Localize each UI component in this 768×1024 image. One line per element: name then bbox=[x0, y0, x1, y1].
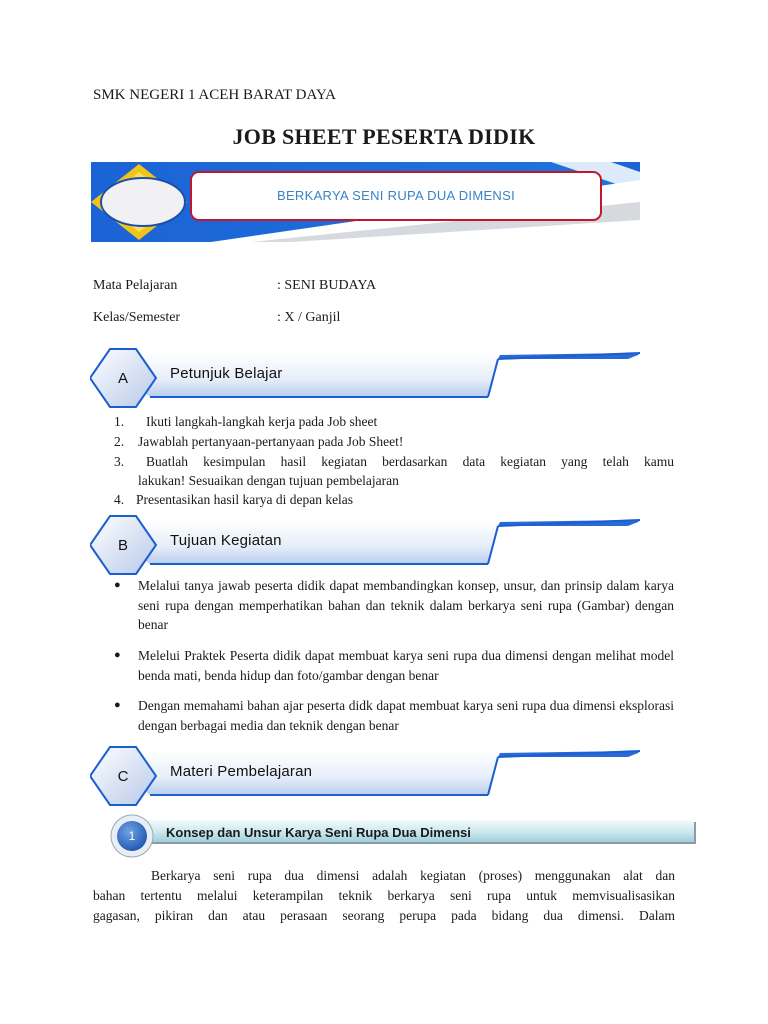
section-letter: B bbox=[117, 536, 128, 554]
info-value-kelas: : X / Ganjil bbox=[277, 310, 341, 325]
list-text: lakukan! Sesuaikan dengan tujuan pembelajaran bbox=[138, 473, 399, 488]
section-letter: A bbox=[117, 369, 128, 387]
bullet-icon: ● bbox=[114, 579, 121, 591]
list-text: Jawablah pertanyaan-pertanyaan pada Job Sheet! bbox=[138, 434, 404, 449]
list-number: 1. bbox=[114, 414, 125, 429]
info-label-kelas: Kelas/Semester bbox=[93, 310, 181, 325]
subsection-number: 1 bbox=[128, 829, 136, 843]
bullet-icon: ● bbox=[114, 699, 121, 711]
list-text: Ikuti langkah-langkah kerja pada Job sheet bbox=[146, 414, 378, 429]
list-number: 3. bbox=[114, 454, 125, 469]
paragraph-line: bahan tertentu melalui keterampilan teknik berkarya seni rupa untuk memvisualisasikan bbox=[93, 888, 675, 903]
materi-paragraph bbox=[93, 866, 675, 926]
banner-title: BERKARYA SENI RUPA DUA DIMENSI bbox=[276, 187, 515, 203]
list-text: Presentasikan hasil karya di depan kelas bbox=[136, 492, 354, 507]
bullet-text: Dengan memahami bahan ajar peserta didk dapat membuat karya seni rupa dua dimensi eksplorasi dengan berbagai media dan teknik dengan benar bbox=[138, 698, 674, 733]
subsection-header bbox=[110, 814, 700, 858]
section-title: Materi Pembelajaran bbox=[170, 762, 313, 780]
section-letter: C bbox=[117, 767, 129, 785]
list-number: 4. bbox=[114, 492, 125, 507]
section-title: Tujuan Kegiatan bbox=[170, 531, 282, 549]
subsection-title: Konsep dan Unsur Karya Seni Rupa Dua Dimensi bbox=[166, 824, 471, 840]
list-text: Buatlah kesimpulan hasil kegiatan berdasarkan data kegiatan yang telah kamu bbox=[146, 454, 674, 469]
paragraph-line-text: Berkarya seni rupa dua dimensi adalah kegiatan (proses) menggunakan alat dan bbox=[151, 868, 675, 883]
section-header-a bbox=[90, 345, 650, 411]
bullet-text: Melelui Praktek Peserta didik dapat membuat karya seni rupa dua dimensi dengan melihat model benda mati, benda hidup dan foto/gambar dengan benar bbox=[138, 648, 674, 683]
info-value-mapel: : SENI BUDAYA bbox=[277, 278, 377, 293]
school-name: SMK NEGERI 1 ACEH BARAT DAYA bbox=[93, 87, 336, 103]
bullet-text: Melalui tanya jawab peserta didik dapat membandingkan konsep, unsur, dan prinsip dalam karya seni rupa dengan memperhatikan bahan dan teknik dalam berkarya seni rupa (Gambar) dengan benar bbox=[138, 578, 674, 632]
paragraph-line: gagasan, pikiran dan atau perasaan seorang perupa pada bidang dua dimensi. Dalam bbox=[93, 908, 675, 923]
paragraph-line bbox=[93, 866, 675, 886]
section-header-b bbox=[90, 512, 650, 578]
section-header-c bbox=[90, 743, 650, 809]
info-label-mapel: Mata Pelajaran bbox=[93, 278, 178, 293]
bullet-icon: ● bbox=[114, 649, 121, 661]
page-title: JOB SHEET PESERTA DIDIK bbox=[232, 124, 536, 149]
list-number: 2. bbox=[114, 434, 125, 449]
section-title: Petunjuk Belajar bbox=[170, 364, 283, 382]
